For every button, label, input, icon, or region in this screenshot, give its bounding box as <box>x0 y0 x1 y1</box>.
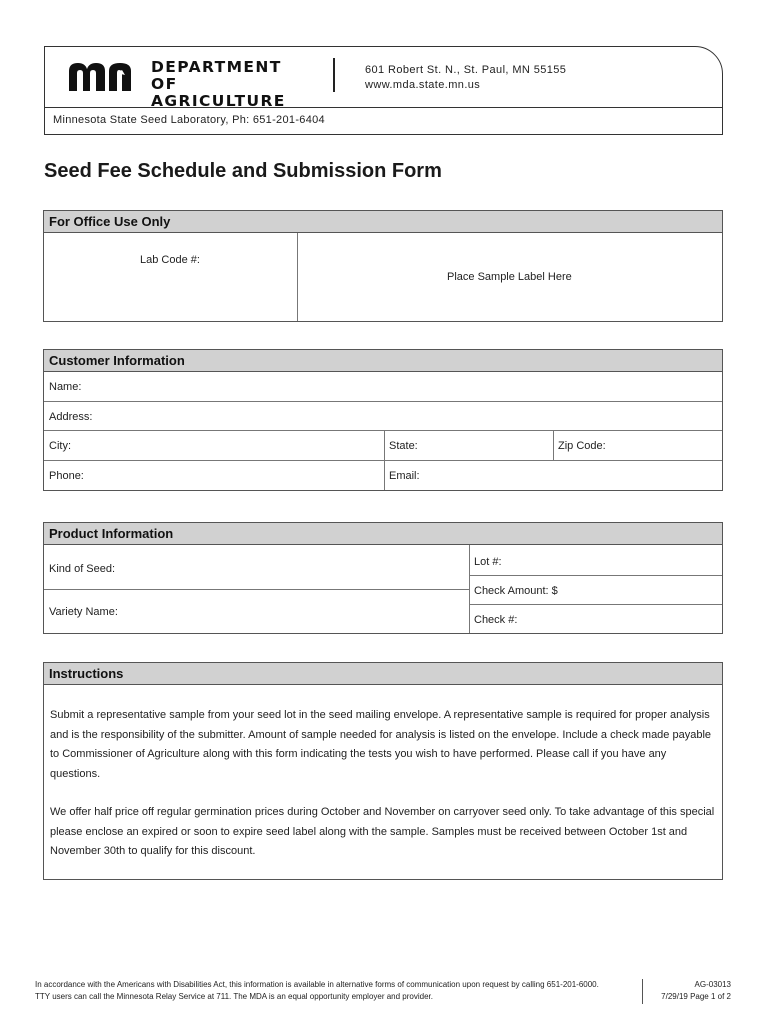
instructions-paragraph: Submit a representative sample from your seed lot in the seed mailing envelope. A representative sample is required for proper analysis and is the responsibility of the submitter. Amount of sample needed for analysis is listed on the envelope. Include a check made payable to Commissioner of Agriculture along with this form indicating the tests you wish to have performed. Please call if you have any questions. <box>50 709 712 780</box>
row-divider <box>44 430 722 431</box>
variety-name-field[interactable]: Variety Name: <box>49 606 118 618</box>
city-field[interactable]: City: <box>49 440 71 452</box>
name-field[interactable]: Name: <box>49 381 82 393</box>
office-divider <box>297 233 298 321</box>
col-divider <box>469 545 470 633</box>
logo-wordmark <box>151 59 312 110</box>
zip-code-field[interactable]: Zip Code: <box>558 440 606 452</box>
footer-form-info <box>661 979 731 1003</box>
lab-code-label: Lab Code #: <box>140 254 200 266</box>
row-divider <box>44 401 722 402</box>
product-info-section <box>43 522 723 634</box>
instructions-body <box>50 706 718 881</box>
check-amount-field[interactable]: Check Amount: $ <box>474 585 558 597</box>
footer-ada-notice <box>35 979 599 1003</box>
email-field[interactable]: Email: <box>389 470 420 482</box>
header-rule <box>45 107 722 108</box>
state-field[interactable]: State: <box>389 440 418 452</box>
product-info-heading: Product Information <box>44 523 722 545</box>
tty-line: TTY users can call the Minnesota Relay Service at 711. The MDA is an equal opportunity employer and provider. <box>35 992 433 1001</box>
ada-line: In accordance with the Americans with Disabilities Act, this information is available in alternative forms of communication upon request by calling 651-201-6000. <box>35 980 599 989</box>
letterhead <box>44 46 723 135</box>
customer-info-heading: Customer Information <box>44 350 722 372</box>
row-divider <box>469 575 722 576</box>
contact-address <box>365 63 566 93</box>
kind-of-seed-field[interactable]: Kind of Seed: <box>49 563 116 575</box>
address-field[interactable]: Address: <box>49 411 93 423</box>
logo-line-2: AGRICULTURE <box>151 92 286 110</box>
office-use-section <box>43 210 723 322</box>
logo-line-1: DEPARTMENT OF <box>151 58 282 93</box>
instructions-heading: Instructions <box>44 663 722 685</box>
mn-logo-icon <box>67 61 145 91</box>
footer-divider <box>642 979 643 1004</box>
form-code: AG-03013 <box>694 980 731 989</box>
customer-info-section <box>43 349 723 491</box>
header-divider <box>333 58 335 92</box>
col-divider <box>553 430 554 460</box>
date-page: 7/29/19 Page 1 of 2 <box>661 992 731 1001</box>
row-divider <box>44 460 722 461</box>
sample-label-placeholder: Place Sample Label Here <box>447 271 572 283</box>
instructions-paragraph: We offer half price off regular germination prices during October and November on carryover seed only. To take advantage of this special please enclose an expired or soon to expire seed label along with the sample. Samples must be received between October 1st and November 30th to qualify for this discount. <box>50 806 715 857</box>
phone-field[interactable]: Phone: <box>49 470 84 482</box>
website-link[interactable]: www.mda.state.mn.us <box>365 79 481 91</box>
lab-phone-line: Minnesota State Seed Laboratory, Ph: 651-201-6404 <box>53 114 325 126</box>
row-divider <box>469 604 722 605</box>
row-divider <box>44 589 469 590</box>
mda-logo <box>67 58 312 110</box>
check-number-field[interactable]: Check #: <box>474 614 518 626</box>
instructions-section <box>43 662 723 880</box>
street-address: 601 Robert St. N., St. Paul, MN 55155 <box>365 64 567 76</box>
lot-number-field[interactable]: Lot #: <box>474 556 502 568</box>
page-title: Seed Fee Schedule and Submission Form <box>44 160 442 182</box>
office-use-heading: For Office Use Only <box>44 211 722 233</box>
